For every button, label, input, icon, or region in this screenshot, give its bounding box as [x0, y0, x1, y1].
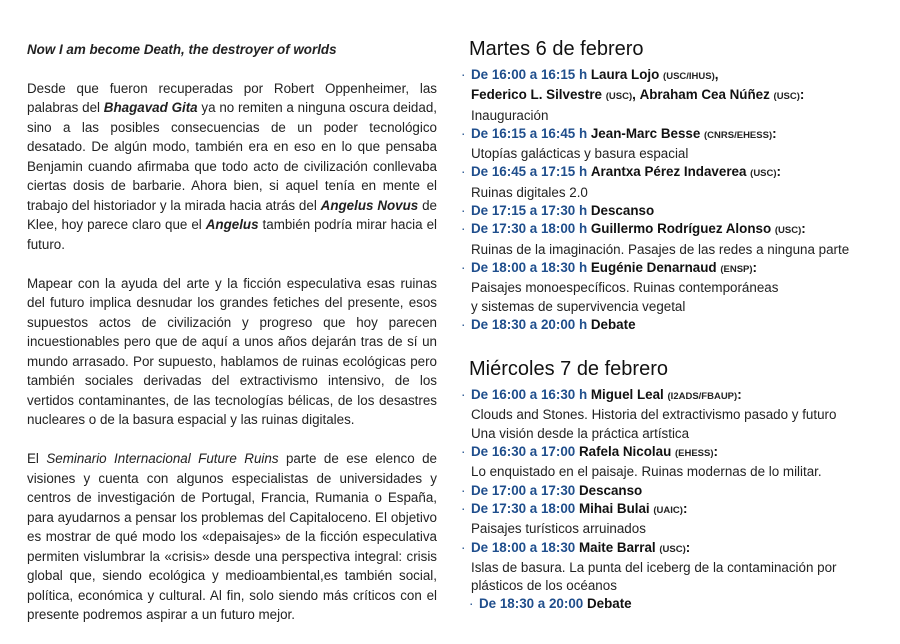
session-name: Debate — [586, 596, 632, 612]
speaker-affiliation: (USC) — [773, 91, 800, 103]
day2-session-4: · De 17:30 a 18:00 Mihai Bulai (UAIC): Paisajes turísticos arruinados — [461, 500, 881, 539]
bullet-icon: · — [461, 259, 466, 275]
speaker-name: Rafela Nicolau — [578, 444, 672, 460]
intro-paragraph-1 — [27, 79, 437, 255]
p1-text-1: Desde que fueron recuperadas por Robert Oppenheimer, las palabras del — [27, 80, 437, 115]
session-description: Lo enquistado en el paisaje. Ruinas modernas de lo militar. — [471, 464, 822, 480]
bullet-icon: · — [461, 125, 466, 141]
p3-seminar-name: Seminario Internacional Future Ruins — [46, 451, 279, 466]
session-time: De 17:00 a 17:30 — [471, 482, 576, 498]
bullet-icon: · — [461, 482, 466, 498]
intro-paragraph-3 — [27, 449, 437, 625]
day-2-title: Miércoles 7 de febrero — [469, 358, 668, 381]
speaker-affiliation: (USC/IHUS) — [663, 71, 715, 82]
speaker-name: Federico L. Silvestre — [471, 87, 602, 103]
session-time: De 17:15 a 17:30 h — [471, 203, 588, 219]
day1-session-2: · De 16:15 a 16:45 h Jean-Marc Besse (CNRS/EHESS): Utopías galácticas y basura espacial — [461, 125, 881, 164]
p1-angelus: Angelus — [205, 217, 259, 232]
session-name: Debate — [590, 316, 636, 332]
session-time: De 17:30 a 18:00 h — [471, 221, 588, 237]
bullet-icon: · — [461, 316, 466, 332]
session-time: De 18:30 a 20:00 h — [471, 316, 588, 332]
session-description: Ruinas de la imaginación. Pasajes de las redes a ninguna parte — [471, 241, 850, 257]
speaker-affiliation: (I2ADS/FBAUP) — [667, 391, 738, 403]
speaker-affiliation: (USC) — [750, 168, 777, 180]
day1-session-inauguration: · De 16:00 a 16:15 h Laura Lojo (USC/IHUS), Federico L. Silvestre (USC), Abraham Cea Núñez (USC): Inauguración — [461, 66, 881, 125]
day1-session-5: · De 17:30 a 18:00 h Guillermo Rodríguez Alonso (USC): Ruinas de la imaginación. Pasajes de las redes a ninguna parte — [461, 220, 881, 259]
session-time: De 16:30 a 17:00 — [471, 444, 576, 460]
session-description: Paisajes monoespecíficos. Ruinas contemporáneas — [471, 280, 779, 296]
speaker-name: Arantxa Pérez Indaverea — [590, 164, 747, 180]
session-time: De 16:45 a 17:15 h — [471, 164, 588, 180]
bullet-icon: · — [469, 596, 474, 612]
p1-text-3: de Klee, hoy parece claro que el — [27, 197, 438, 232]
speaker-affiliation: (USC) — [605, 91, 633, 103]
speaker-name: Maite Barral — [578, 539, 656, 555]
p3-text-1: El — [27, 451, 47, 466]
day2-debate — [461, 595, 881, 613]
session-time: De 16:00 a 16:30 h — [471, 387, 588, 403]
session-description: Ruinas digitales 2.0 — [471, 184, 588, 200]
day2-session-5: · De 18:00 a 18:30 Maite Barral (USC): Islas de basura. La punta del iceberg de la contaminación por plásticos de los océanos — [461, 539, 881, 596]
session-description: y sistemas de supervivencia vegetal — [471, 298, 686, 314]
day1-session-6: · De 18:00 a 18:30 h Eugénie Denarnaud (ENSP): Paisajes monoespecíficos. Ruinas contemporáneas y sistemas de supervivencia vegetal — [461, 259, 881, 316]
bullet-icon: · — [461, 500, 466, 516]
speaker-name: Laura Lojo — [590, 67, 660, 82]
session-description: Paisajes turísticos arruinados — [471, 521, 646, 537]
speaker-affiliation: (USC) — [774, 225, 802, 237]
session-description: Una visión desde la práctica artística — [471, 425, 690, 441]
speaker-name: Abraham Cea Núñez — [639, 87, 770, 103]
bullet-icon: · — [461, 387, 466, 403]
speaker-affiliation: (ENSP) — [720, 263, 753, 275]
p3-text-2: parte de ese elenco de visiones y cuenta con algunos especialistas de universidades y centros de investigación de Portugal, Francia, Rumania o España, para ayudarnos a pensar los problemas del Capitaloceno. El objetivo es mostrar de qué modo los «depaisajes» de la ficción especulativa permiten vislumbrar la «crisis» desde una perspectiva integral: crisis global que, siendo ecológica y medioambiental,es también social, política, económica y cultural. Al fin, solo siendo más críticos con el presente podremos aspirar a un futuro mejor. — [27, 451, 437, 622]
day2-session-1: · De 16:00 a 16:30 h Miguel Leal (I2ADS/FBAUP): Clouds and Stones. Historia del extractivismo pasado y futuro Una visión desde la práctica artística — [461, 386, 881, 443]
day2-session-2: · De 16:30 a 17:00 Rafela Nicolau (EHESS): Lo enquistado en el paisaje. Ruinas modernas de lo militar. — [461, 443, 881, 482]
day-section-1 — [461, 34, 881, 334]
intro-paragraph-2: Mapear con la ayuda del arte y la ficción especulativa esas ruinas del futuro implica desnudar los grandes fetiches del presente, esos supuestos actos de civilización y progreso que hoy parecen incuestionables pero que de aquí a unos años dejarán tras de sí un mundo arrasado. Por supuesto, hablamos de ruinas ecológicas pero también sociales derivadas del extractivismo intensivo, de los vertidos contaminantes, de las tecnologías bélicas, de los desastres nucleares o de la basura espacial y las ruinas digitales. — [27, 275, 437, 427]
session-description: Utopías galácticas y basura espacial — [471, 146, 689, 162]
bullet-icon: · — [461, 203, 466, 219]
speaker-name: Jean-Marc Besse — [590, 125, 701, 141]
session-description: plásticos de los océanos — [471, 578, 617, 594]
session-time: De 16:15 a 16:45 h — [471, 125, 588, 141]
session-description: Islas de basura. La punta del iceberg de la contaminación por — [471, 559, 837, 575]
day1-break — [461, 202, 881, 220]
p1-text-2: ya no remiten a ninguna oscura deidad, sino a las posibles consecuencias de un poder tecnológico desatado. De algún modo, también era en eso en lo que pensaba Benjamin cuando afirmaba que todo acto de civilización conllevaba ciertas dosis de barbarie. Ahora bien, si aquel tenía en mente el trabajo del historiador y la mirada hacia atrás del — [27, 100, 437, 213]
p1-angelus-novus: Angelus Novus — [320, 197, 419, 213]
speaker-name: Miguel Leal — [590, 387, 664, 403]
session-time: De 16:00 a 16:15 h — [471, 67, 588, 82]
session-name: Descanso — [590, 203, 655, 219]
session-time: De 18:00 a 18:30 — [471, 539, 576, 555]
speaker-name: Mihai Bulai — [578, 500, 650, 516]
speaker-name: Eugénie Denarnaud — [590, 259, 717, 275]
p1-text-4: también podría mirar hacia el futuro. — [27, 217, 438, 252]
speaker-affiliation: (USC) — [659, 543, 686, 555]
day1-debate — [461, 316, 881, 334]
session-description: Clouds and Stones. Historia del extractivismo pasado y futuro — [471, 407, 837, 423]
speaker-affiliation: (UAIC) — [653, 504, 683, 516]
intro-headline: Now I am become Death, the destroyer of worlds — [27, 42, 337, 57]
speaker-name: Guillermo Rodríguez Alonso — [590, 221, 772, 237]
speaker-affiliation: (EHESS) — [674, 448, 714, 460]
p1-gita-title: Bhagavad Gita — [103, 100, 198, 115]
bullet-icon: · — [461, 444, 466, 460]
bullet-icon: · — [461, 164, 466, 180]
speaker-affiliation: (CNRS/EHESS) — [704, 129, 773, 141]
introduction-column — [27, 40, 437, 644]
day-1-title: Martes 6 de febrero — [469, 38, 644, 60]
bullet-icon: · — [461, 67, 466, 82]
day2-break — [461, 482, 881, 500]
session-time: De 18:30 a 20:00 — [479, 596, 584, 612]
day-section-2 — [461, 354, 881, 614]
day1-session-3: · De 16:45 a 17:15 h Arantxa Pérez Indaverea (USC): Ruinas digitales 2.0 — [461, 163, 881, 202]
session-time: De 17:30 a 18:00 — [471, 500, 576, 516]
schedule-column — [461, 34, 881, 634]
bullet-icon: · — [461, 539, 466, 555]
session-name: Descanso — [578, 482, 643, 498]
bullet-icon: · — [461, 221, 466, 237]
session-time: De 18:00 a 18:30 h — [471, 259, 588, 275]
session-description: Inauguración — [471, 107, 549, 123]
